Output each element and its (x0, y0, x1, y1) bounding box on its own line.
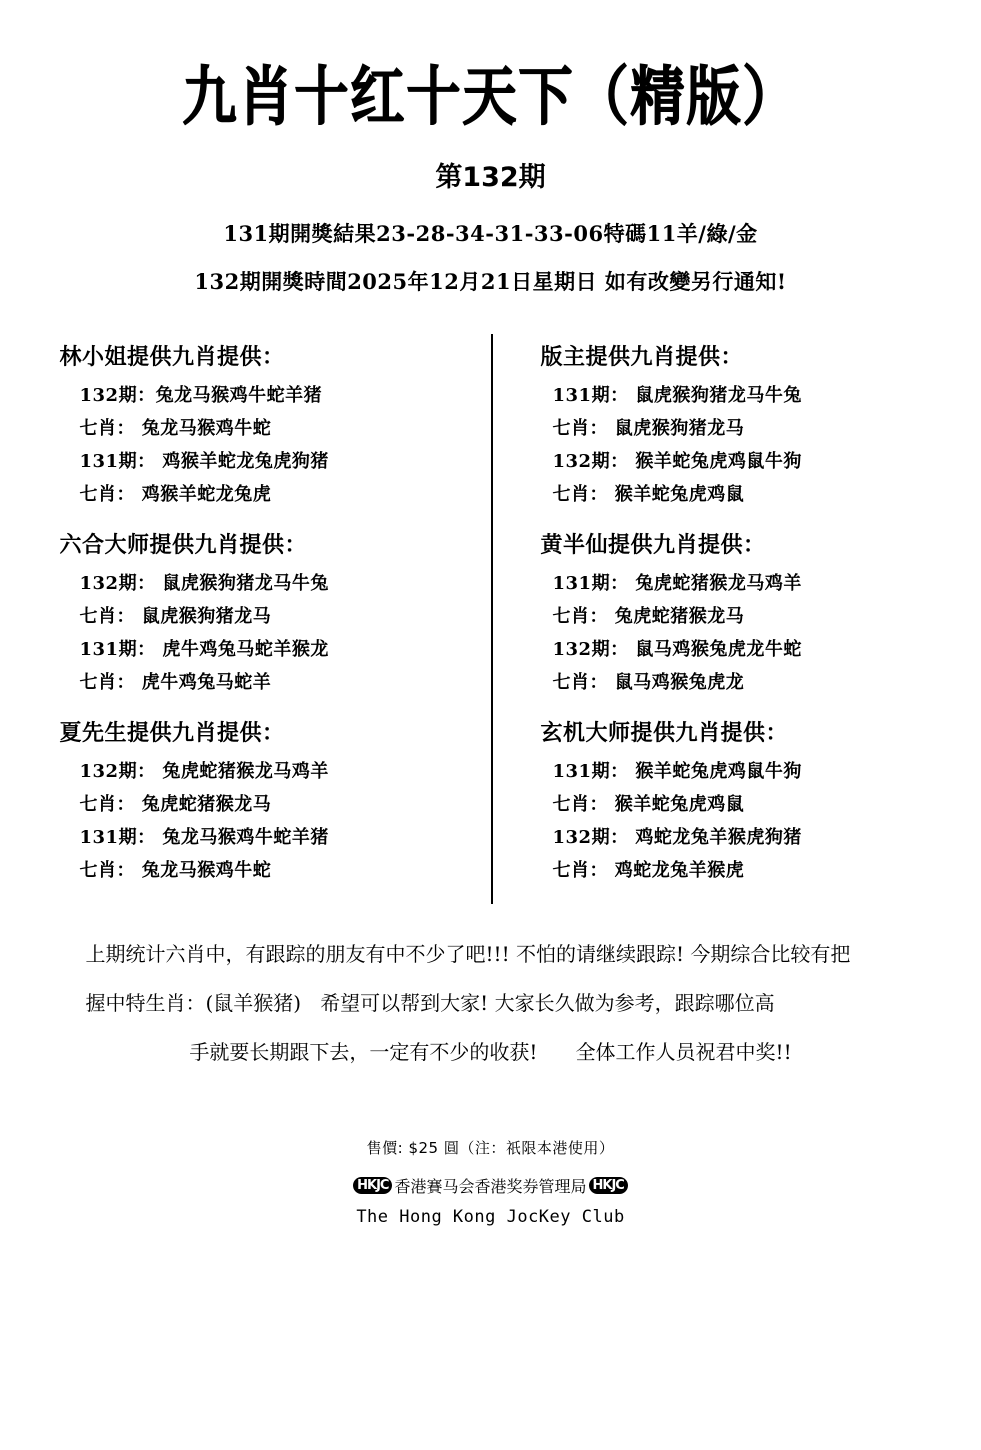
prediction-row: 七肖： 鼠虎猴狗猪龙马 (79, 606, 272, 628)
next-draw-time: 132期開獎時間2025年12月21日星期日 如有改變另行通知! (194, 269, 787, 295)
notes-line-4-text: 全体工作人员祝君中奖!! (575, 1040, 792, 1065)
block-title: 黄半仙提供九肖提供： (540, 533, 766, 559)
jockey-club-org-en: The Hong Kong JocKey Club (356, 1207, 625, 1228)
prediction-row: 七肖： 猴羊蛇兔虎鸡鼠 (552, 794, 745, 816)
notes-line-1: 上期统计六肖中，有跟踪的朋友有中不少了吧!!! 不怕的请继续跟踪! 今期综合比较有把 (85, 942, 851, 967)
prediction-row: 131期： 兔龙马猴鸡牛蛇羊猪 (79, 827, 329, 849)
block-title: 六合大师提供九肖提供： (59, 533, 308, 559)
notes-paragraph (86, 930, 896, 1077)
prediction-row: 七肖： 鸡猴羊蛇龙兔虎 (79, 484, 272, 506)
prediction-row: 七肖： 兔虎蛇猪猴龙马 (552, 606, 745, 628)
jockey-club-logo-left-icon: HKJC (353, 1177, 392, 1194)
block-title: 夏先生提供九肖提供： (59, 721, 285, 747)
prediction-row: 132期：兔龙马猴鸡牛蛇羊猪 (79, 385, 323, 407)
prediction-row: 七肖： 虎牛鸡兔马蛇羊 (79, 672, 272, 694)
prediction-row: 132期： 猴羊蛇兔虎鸡鼠牛狗 (552, 451, 802, 473)
prediction-block (519, 340, 922, 506)
prediction-block (60, 340, 475, 506)
predictions-columns (60, 334, 922, 904)
jockey-club-logo-right-icon: HKJC (589, 1177, 628, 1194)
prediction-block (519, 528, 922, 694)
prediction-row: 七肖： 兔龙马猴鸡牛蛇 (79, 860, 272, 882)
prediction-row: 七肖： 兔虎蛇猪猴龙马 (79, 794, 272, 816)
prediction-row: 131期： 虎牛鸡兔马蛇羊猴龙 (79, 639, 329, 661)
previous-draw-result: 131期開獎結果23-28-34-31-33-06特碼11羊/綠/金 (223, 221, 758, 247)
notes-line-2 (86, 979, 896, 1028)
prediction-block (60, 528, 475, 694)
prediction-row: 132期： 鼠马鸡猴兔虎龙牛蛇 (552, 639, 802, 661)
poster-page (0, 59, 981, 1450)
prediction-row: 131期： 鼠虎猴狗猪龙马牛兔 (552, 385, 802, 407)
prediction-row: 131期： 鸡猴羊蛇龙兔虎狗猪 (79, 451, 329, 473)
highlight-zodiacs: (鼠羊猴猪) (205, 991, 302, 1016)
block-title: 版主提供九肖提供： (540, 345, 744, 371)
price-note: 售價: $25 圓（注：祇限本港使用） (366, 1139, 615, 1158)
notes-line-3-text: 手就要长期跟下去，一定有不少的收获! (189, 1040, 538, 1065)
prediction-block (60, 716, 475, 882)
notes-line-2-prefix: 握中特生肖： (85, 991, 206, 1016)
prediction-row: 132期： 鸡蛇龙兔羊猴虎狗猪 (552, 827, 802, 849)
jockey-club-line (0, 1174, 981, 1197)
block-title: 玄机大师提供九肖提供： (540, 721, 789, 747)
jockey-club-org-cn: 香港賽马会香港奖券管理局 (394, 1177, 587, 1197)
prediction-row: 七肖： 鸡蛇龙兔羊猴虎 (552, 860, 745, 882)
notes-line-3 (86, 1028, 896, 1077)
block-title: 林小姐提供九肖提供： (59, 345, 285, 371)
prediction-row: 七肖： 鼠虎猴狗猪龙马 (552, 418, 745, 440)
right-column (491, 334, 922, 904)
notes-line-2-suffix: 希望可以帮到大家! 大家长久做为参考，跟踪哪位高 (320, 991, 775, 1016)
issue-number: 第132期 (435, 162, 546, 194)
prediction-row: 七肖： 猴羊蛇兔虎鸡鼠 (552, 484, 745, 506)
prediction-block (519, 716, 922, 882)
prediction-row: 132期： 鼠虎猴狗猪龙马牛兔 (79, 573, 329, 595)
prediction-row: 132期： 兔虎蛇猪猴龙马鸡羊 (79, 761, 329, 783)
prediction-row: 131期： 兔虎蛇猪猴龙马鸡羊 (552, 573, 802, 595)
page-title: 九肖十红十天下（精版） (182, 59, 799, 134)
prediction-row: 七肖： 鼠马鸡猴兔虎龙 (552, 672, 745, 694)
prediction-row: 131期： 猴羊蛇兔虎鸡鼠牛狗 (552, 761, 802, 783)
left-column (60, 334, 491, 904)
prediction-row: 七肖： 兔龙马猴鸡牛蛇 (79, 418, 272, 440)
